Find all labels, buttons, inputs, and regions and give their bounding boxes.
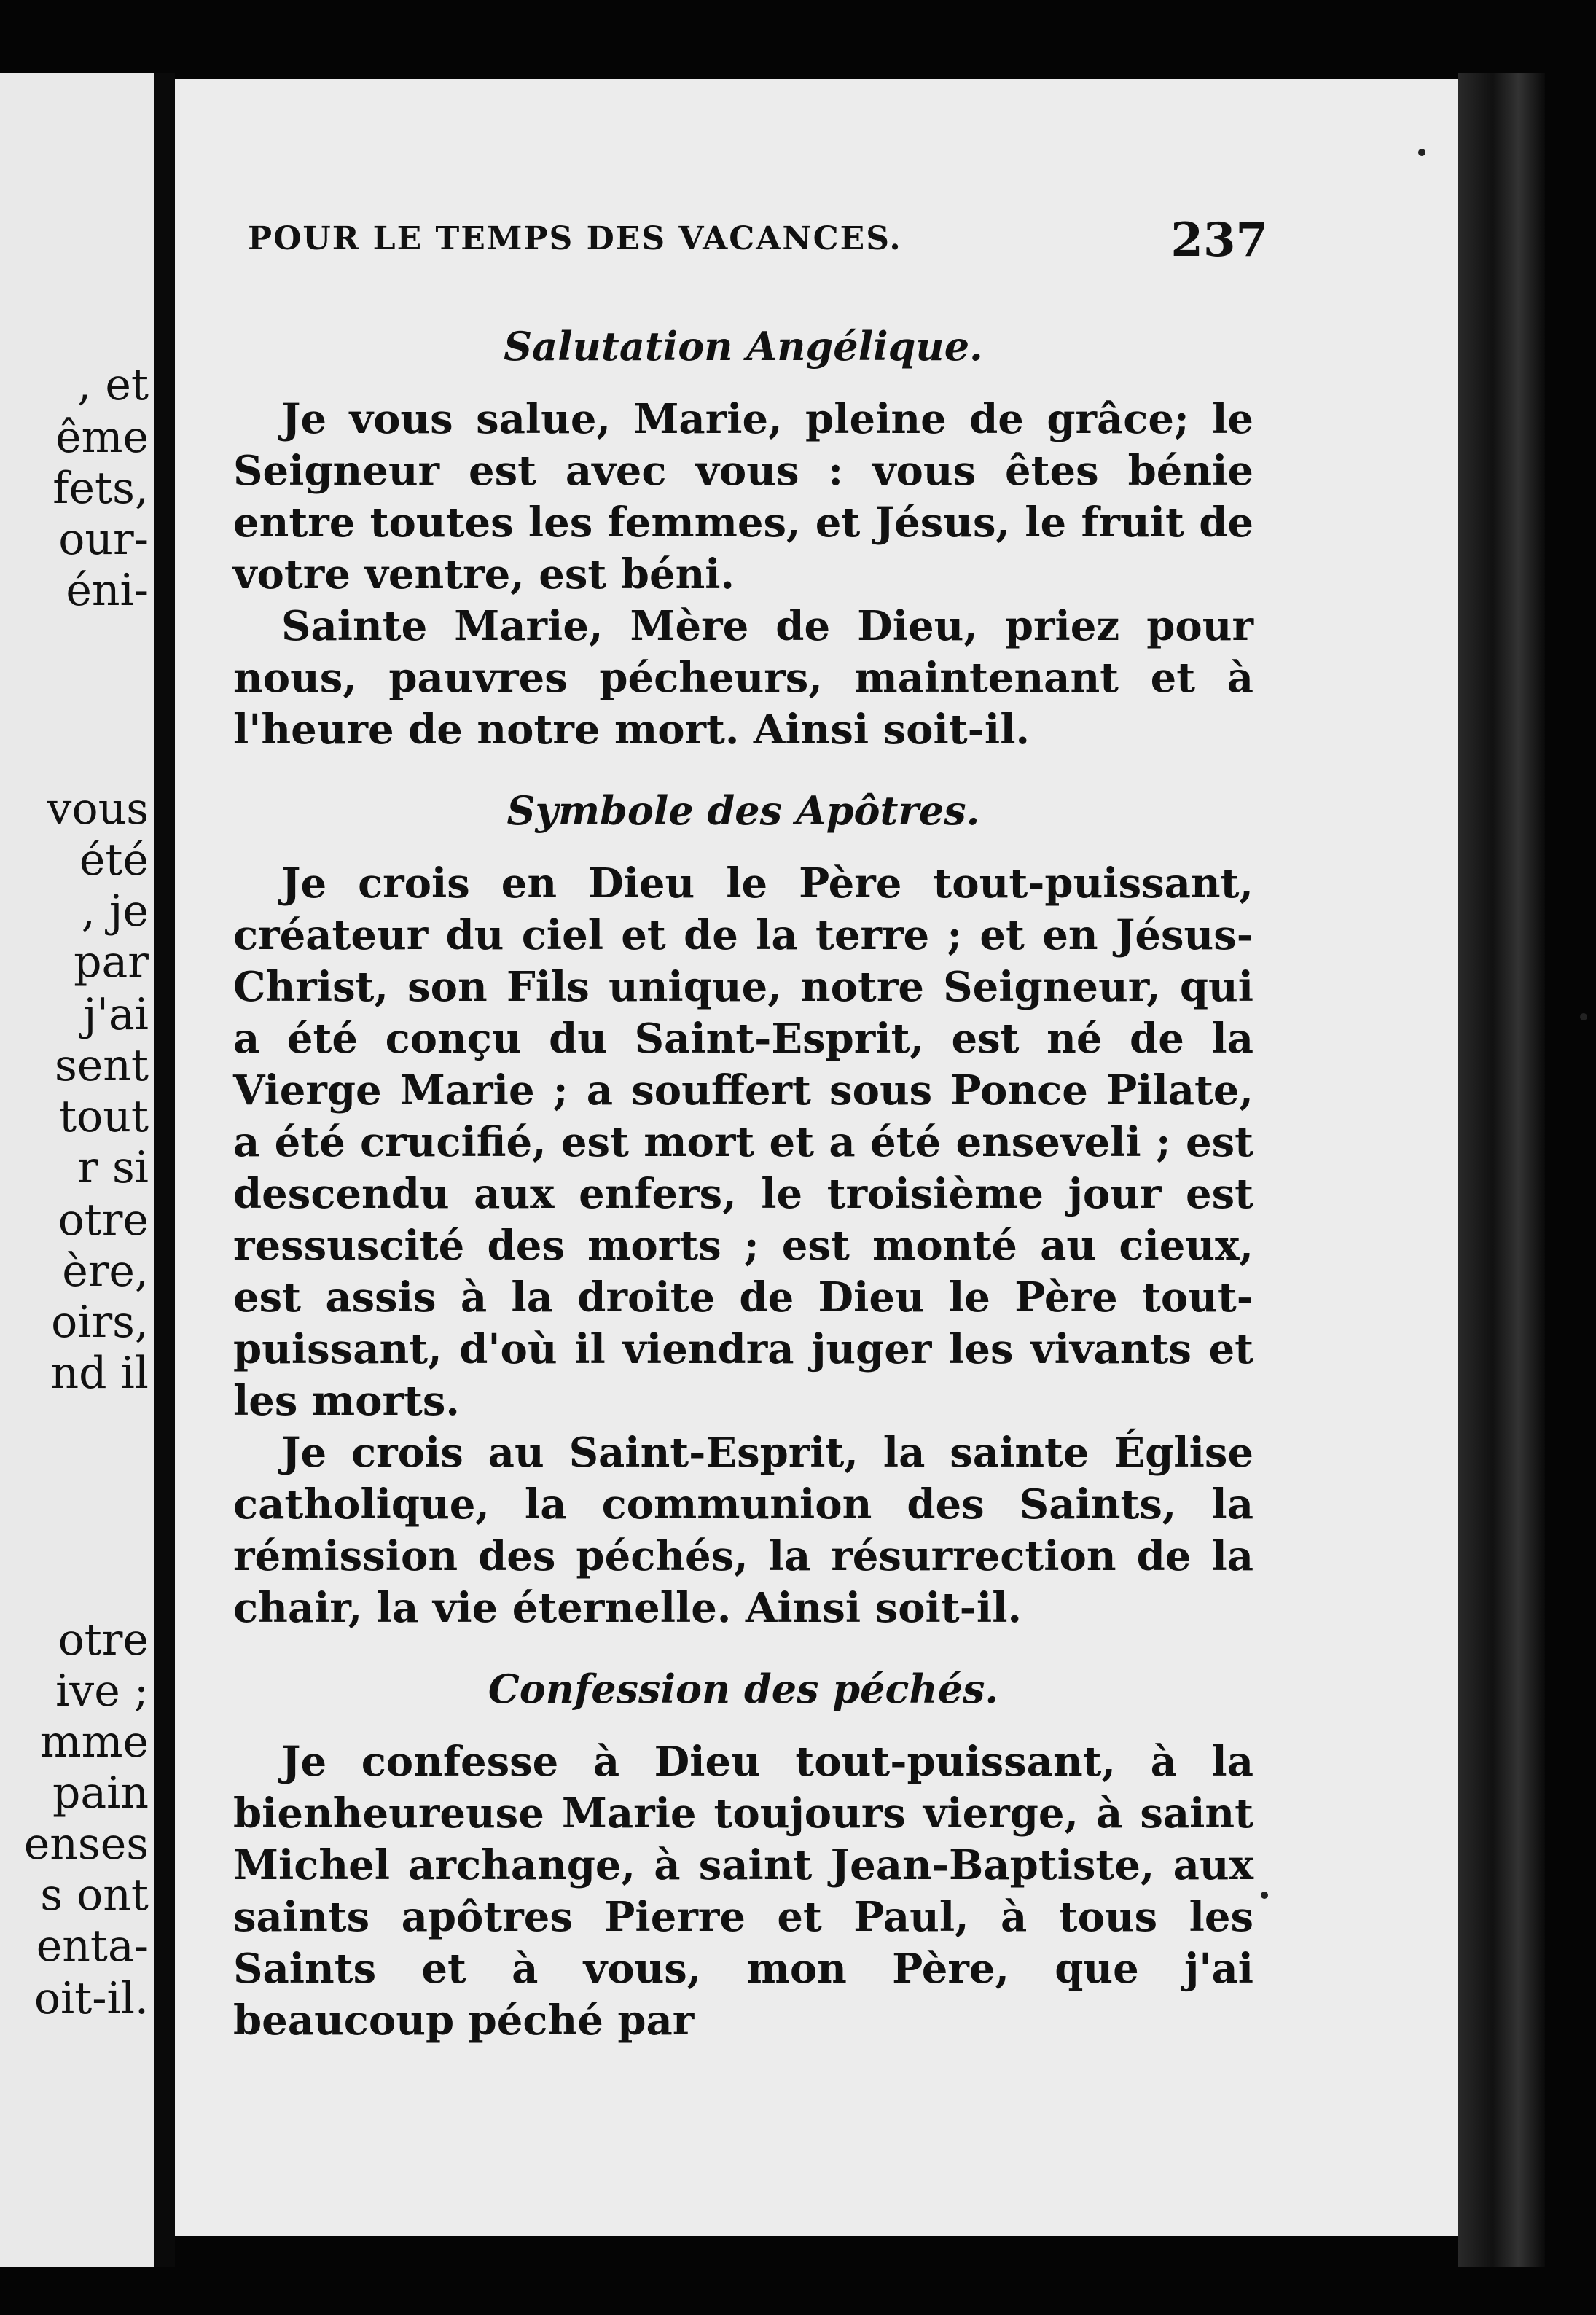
left-page-fragment: our- [58,514,149,565]
left-page-fragment: , et [77,359,149,410]
book-gutter [154,73,175,2267]
left-page-fragment: vous [47,784,149,835]
section-heading: Confession des péchés. [488,1666,999,1712]
scan-speck [1418,149,1425,156]
paragraph: Sainte Marie, Mère de Dieu, priez pour nous, pauvres pécheurs, maintenant et à l'heure de notre mort. Ainsi soit-il. [233,602,1253,754]
running-head [248,213,1268,271]
left-page-fragment: ive ; [55,1666,149,1717]
left-page-fragment: enta- [36,1921,149,1972]
left-page-fragment: j'ai [82,989,149,1040]
left-page-fragment: sent [54,1040,149,1091]
left-page-fragment: , je [81,886,149,937]
section-confession [233,1663,1253,2047]
page-body [233,321,1253,2047]
scan-speck [1261,1892,1268,1899]
section-symbole [233,785,1253,1634]
left-page-fragment: tout [59,1091,149,1142]
scan-speck [1580,1013,1587,1020]
left-page-fragment: ême [55,412,149,463]
left-page-fragment: otre [58,1195,149,1246]
left-page-fragment: r si [77,1142,149,1193]
left-page-fragment: s ont [40,1870,149,1921]
section-heading: Symbole des Apôtres. [506,787,980,834]
left-page-fragment: oit-il. [34,1973,149,2024]
left-page-fragment: otre [58,1615,149,1666]
left-page-fragment: pain [52,1768,149,1819]
left-page-fragment: mme [39,1717,149,1768]
page-number: 237 [1170,213,1268,268]
left-page-fragment: éni- [66,565,149,616]
paragraph: Je confesse à Dieu tout-puissant, à la bienheureuse Marie toujours vierge, à saint Michel archange, à saint Jean-Baptiste, aux saints apôtres Pierre et Paul, à tous les Saints et à vous, mon Père, que j'ai beaucoup péché par [233,1738,1253,2045]
left-page-fragment: enses [23,1819,149,1870]
section-salutation [233,321,1253,756]
left-facing-page [0,73,154,2267]
left-page-fragment: ère, [62,1246,149,1297]
running-title: POUR LE TEMPS DES VACANCES. [248,220,902,257]
section-heading: Salutation Angélique. [504,323,983,370]
left-page-fragment: nd il [50,1348,149,1399]
left-page-fragment: fets, [52,463,149,514]
paragraph: Je vous salue, Marie, pleine de grâce; le Seigneur est avec vous : vous êtes bénie entre toutes les femmes, et Jésus, le fruit de votre ventre, est béni. [233,395,1253,598]
paragraph: Je crois au Saint-Esprit, la sainte Église catholique, la communion des Saints, la rémission des péchés, la résurrection de la chair, la vie éternelle. Ainsi soit-il. [233,1429,1253,1632]
left-page-fragment: oirs, [51,1297,149,1348]
page-edges [1458,73,1545,2267]
paragraph: Je crois en Dieu le Père tout-puissant, créateur du ciel et de la terre ; et en Jésus-Christ, son Fils unique, notre Seigneur, qui a été conçu du Saint-Esprit, est né de la Vierge Marie ; a souffert sous Ponce Pilate, a été crucifié, est mort et a été enseveli ; est descendu aux enfers, le troisième jour est ressuscité des morts ; est monté au cieux, est assis à la droite de Dieu le Père tout-puissant, d'où il viendra juger les vivants et les morts. [233,859,1253,1425]
left-page-fragment: par [74,937,149,988]
left-page-fragment: été [79,835,149,886]
